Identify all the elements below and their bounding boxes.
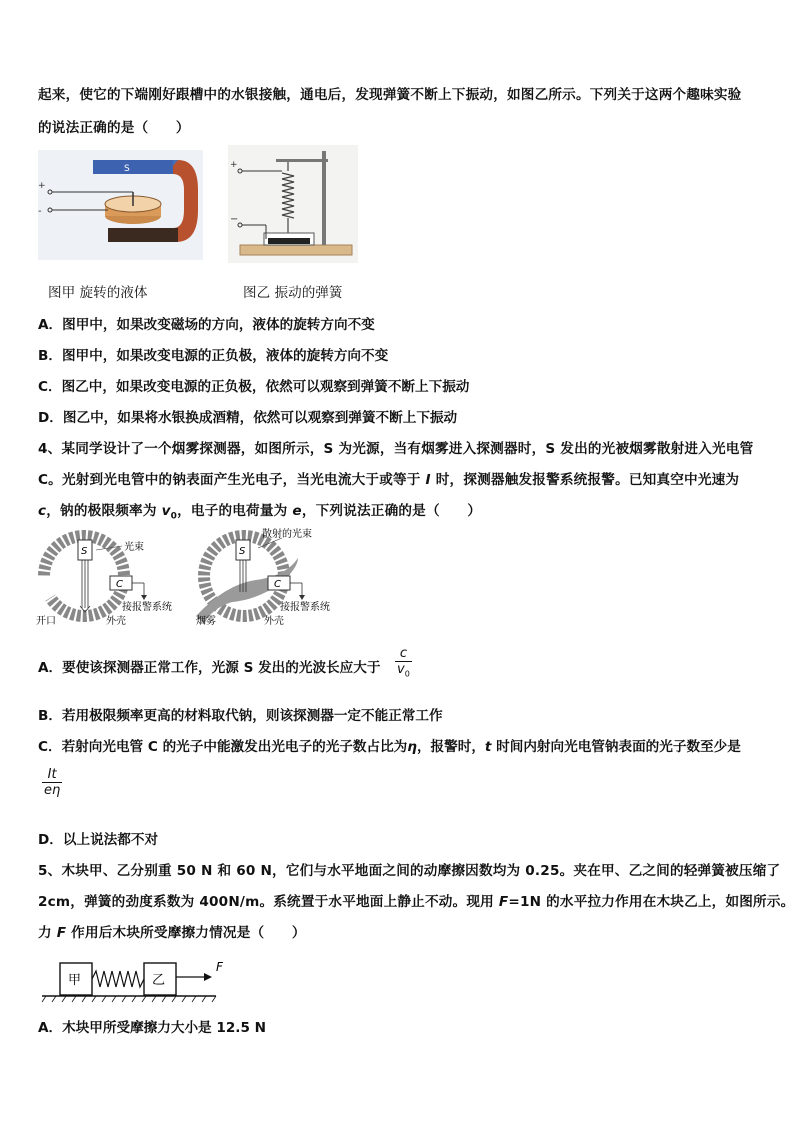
q4-option-c-fraction: $\frac{It}{e\eta}$ <box>44 767 61 798</box>
q5-stem-line-3: 力 F 作用后木块所受摩擦力情况是（ ） <box>38 925 306 941</box>
q3-option-a[interactable]: A．图甲中，如果改变磁场的方向，液体的旋转方向不变 <box>38 317 375 333</box>
figure-jia-caption: 图甲 旋转的液体 <box>48 285 148 301</box>
q4-option-b[interactable]: B．若用极限频率更高的材料取代钠，则该探测器一定不能正常工作 <box>38 708 443 724</box>
q3-option-b[interactable]: B．图甲中，如果改变电源的正负极，液体的旋转方向不变 <box>38 348 389 364</box>
alarm-label: 接报警系统 <box>122 602 172 613</box>
q5-stem-line-2: 2cm，弹簧的劲度系数为 400N/m。系统置于水平地面上静止不动。现用 F=1N 的水平拉力作用在木块乙上，如图所示。 <box>38 894 794 910</box>
q4-option-a-fraction: $\frac{c}{v_0}$ <box>397 646 410 679</box>
q3-option-c[interactable]: C．图乙中，如果改变电源的正负极，依然可以观察到弹簧不断上下振动 <box>38 379 470 395</box>
figure-rotating-liquid <box>38 150 203 260</box>
q5-option-a[interactable]: A．木块甲所受摩擦力大小是 12.5 N <box>38 1020 267 1036</box>
phototube-label: C <box>274 579 281 590</box>
figure-smoke-detector <box>36 528 366 633</box>
q4-stem-line-2: C。光射到光电管中的钠表面产生光电子，当光电流大于或等于 I 时，探测器触发报警系统报警。已知真空中光速为 <box>38 472 740 488</box>
q4-option-c[interactable]: C．若射向光电管 C 的光子中能激发出光电子的光子数占比为η，报警时，t 时间内射向光电管钠表面的光子数至少是 <box>38 739 741 755</box>
shell-label: 外壳 <box>106 616 126 627</box>
figure-vibrating-spring <box>228 145 358 263</box>
q3-option-d[interactable]: D．图乙中，如果将水银换成酒精，依然可以观察到弹簧不断上下振动 <box>38 410 458 426</box>
q3-stem-line-2: 的说法正确的是（ ） <box>38 120 190 136</box>
q4-stem-line-3: c，钠的极限频率为 $v_0$，电子的电荷量为 e，下列说法正确的是（ ） <box>38 503 482 522</box>
block-yi-label: 乙 <box>152 973 166 988</box>
q3-stem-line-1: 起来，使它的下端刚好跟槽中的水银接触，通电后，发现弹簧不断上下振动，如图乙所示。下列关于这两个趣味实验 <box>38 87 742 103</box>
light-source-label: S <box>81 546 88 557</box>
shell-label: 外壳 <box>264 616 284 627</box>
minus-terminal-label: - <box>38 206 42 217</box>
q5-stem-line-1: 5、木块甲、乙分别重 50 N 和 60 N，它们与水平地面之间的动摩擦因数均为 0.25。夹在甲、乙之间的轻弹簧被压缩了 <box>38 863 781 879</box>
minus-terminal-label: − <box>230 214 239 225</box>
q4-option-d[interactable]: D．以上说法都不对 <box>38 832 159 848</box>
plus-terminal-label: + <box>38 181 46 191</box>
block-jia-label: 甲 <box>68 973 82 988</box>
alarm-label: 接报警系统 <box>280 602 330 613</box>
plus-terminal-label: + <box>230 160 238 170</box>
figure-blocks-spring <box>40 955 240 1005</box>
light-source-label: S <box>239 546 246 557</box>
opening-label: 开口 <box>36 616 56 627</box>
magnet-pole-label: S <box>124 164 130 174</box>
beam-label: 光束 <box>124 542 144 553</box>
figure-yi-caption: 图乙 振动的弹簧 <box>243 285 343 301</box>
force-F-label: F <box>216 960 223 974</box>
smoke-label: 烟雾 <box>196 616 216 627</box>
scattered-beam-label: 散射的光束 <box>262 529 312 540</box>
phototube-label: C <box>116 579 123 590</box>
q4-stem-line-1: 4、某同学设计了一个烟雾探测器，如图所示，S 为光源，当有烟雾进入探测器时，S 发出的光被烟雾散射进入光电管 <box>38 441 754 457</box>
q4-option-a[interactable]: A．要使该探测器正常工作，光源 S 发出的光波长应大于 <box>38 660 381 676</box>
